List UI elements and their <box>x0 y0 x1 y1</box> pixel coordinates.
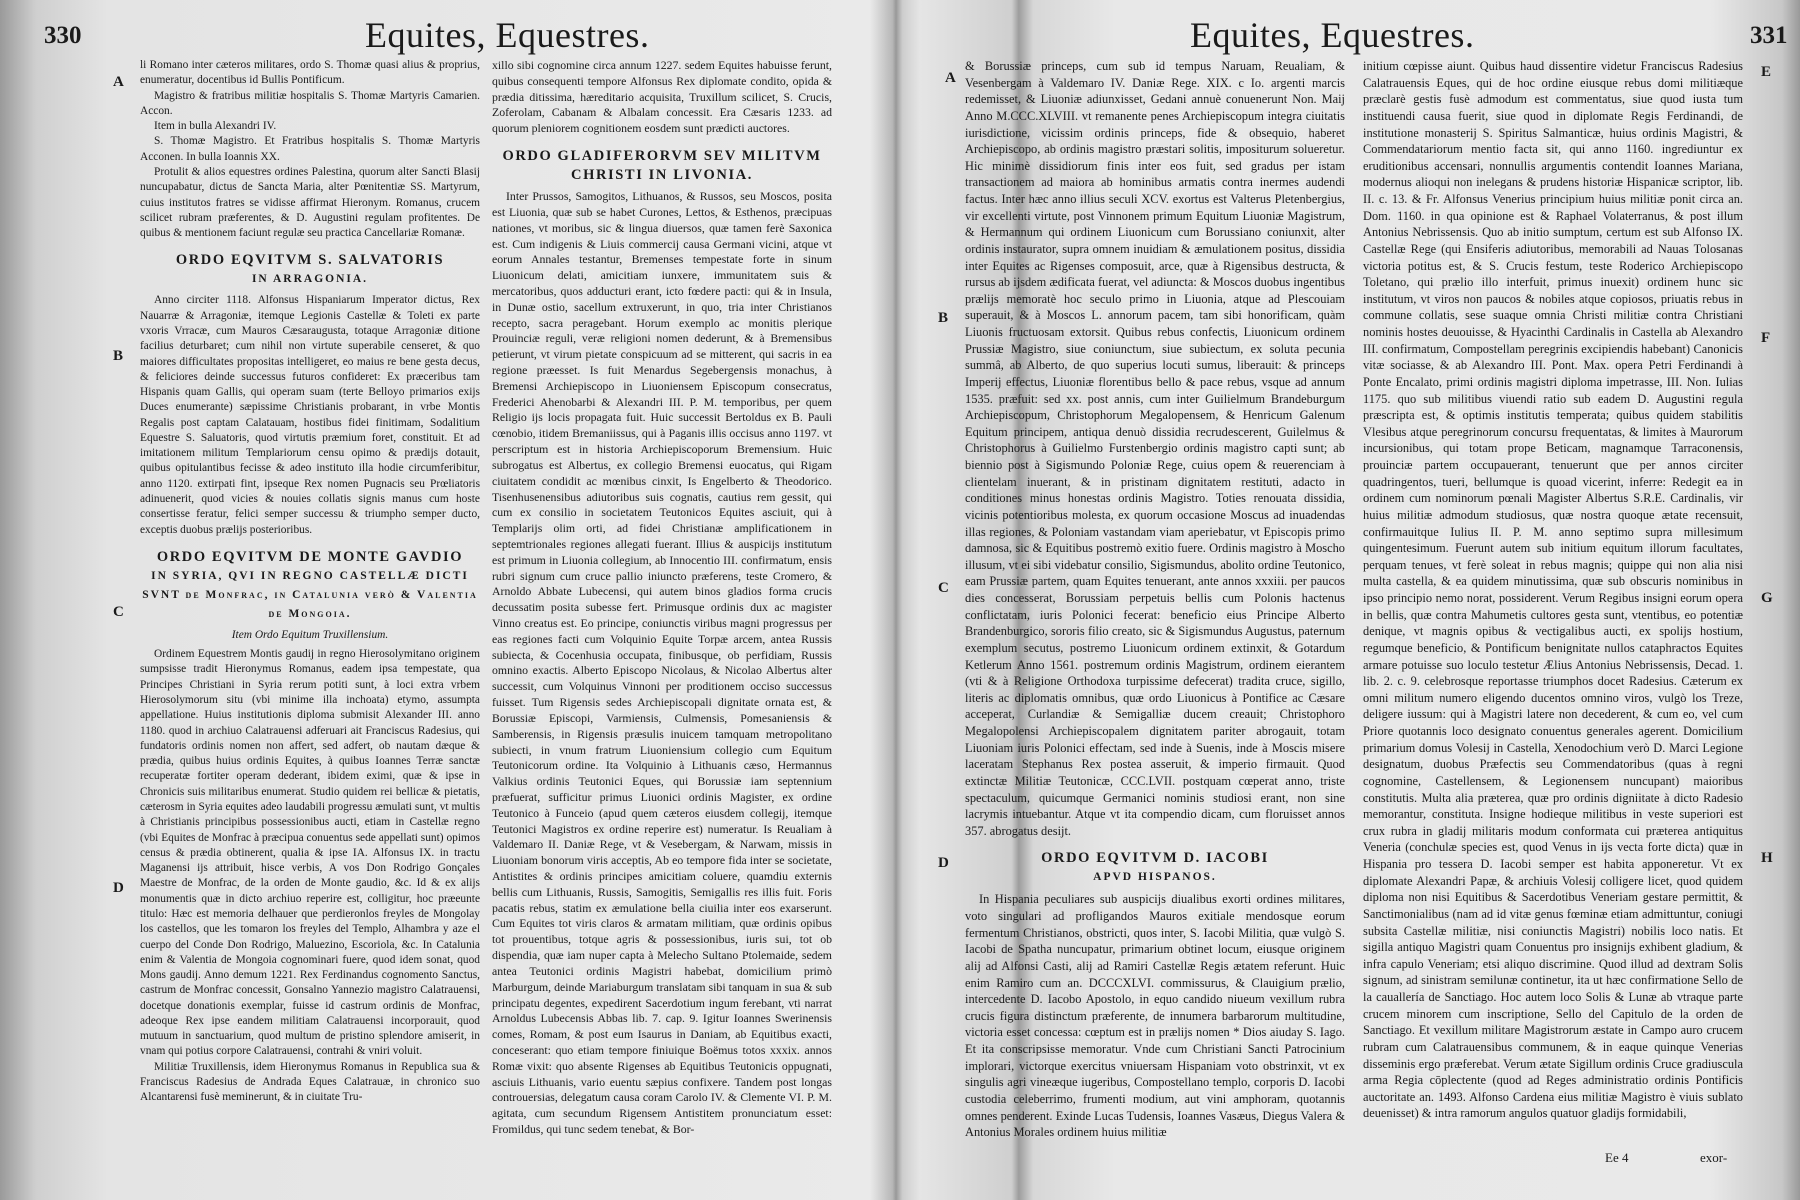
running-head: Equites, Equestres. <box>365 15 650 55</box>
paragraph: S. Thomæ Magistro. Et Fratribus hospitalis S. Thomæ Martyris Acconen. In bulla Ioannis XX. <box>140 135 480 163</box>
margin-letter: B <box>113 348 124 364</box>
catchword: exor- <box>1700 1150 1728 1165</box>
section-heading-title: ORDO EQVITVM DE MONTE GAVDIO <box>156 548 464 565</box>
paragraph: initium cœpisse aiunt. Quibus haud dissentire videtur Franciscus Radesius Calatrauensis Eques, qui de hoc ordine eiusque rebus domi militiæque præclarè gestis fusè admodum est commentatus, siue quod iusta tum instituendi causa fuerit, siue quod in diplomate Regis Ferdinandi, de institutione monasterij S. Spiritus Salmanticæ, huius ordinis Magistri, & Commendatariorum mentio facta sit, qui anno 1160. ingrediuntur ex eruditionibus accensari, nonnullis argumentis contendit Ioannes Mariana, modernus alioqui non inelegans & prudens historiæ Hispanicæ scriptor, lib. II. c. 13. & Fr. Alfonsus Venerius principium huius militiæ ponit circa an. Dom. 1160. in qua opinione est & Raphael Volaterranus, & post illum Antonius Nebrissensis. Quo ab initio sumptum, certum est sub Alfonso IX. Castellæ Rege (qui Ensiferis adiutoribus, memorabili ad Nauas Tolosanas victoria potitus est, & S. Crucis festum, teste Roderico Archiepiscopo Toletano, qui prælio illo interfuit, primus inuexit) ordinem hunc sic institutum, vt viros non paucos & nobiles atque copiosos, priuatis rebus in commune collatis, sese suaque omnia Christi militiæ contra Christiani nominis hostes deuouisse, & Hyacinthi Cardinalis in Castella ab Alexandro III. confirmatum, Compostellam peregrinis excipiendis habebant) Canonicis vitæ sociasse, & ab Alexandro III. Pont. Max. opera Petri Ferdinandi à Ponte Encalato, primi ordinis magistri diploma impetrasse, III. Non. Iulias 1175. quo sub militibus viuendi ratio sub eadem D. Augustini regula præscripta est, & optimis institutis temperata; quibus quidem stabilitis Vlesibus atque peregrinorum concursu frequentatas, & limites à Maurorum incursionibus, qui totam prope Beticam, magnamque Tarraconensis, prouinciæ partem occupauerant, tenuerunt que per annos circiter quadringentos, tueri, bellumque is quoad vicerint, inferre: Redegit ea in ordinem cum nominorum pœnali Magister Albertus S.R.E. Cardinalis, vir huius militiæ admodum studiosus, quæ nostra quoque ætate recensuit, confirmauitque Iulius II. P. M. anno septimo supra millesimum quingentesimum. Fuerunt autem sub initium equitum illorum facultates, perquam tenues, vt ferè soleat in rebus magnis; quippe qui non alia nisi multa castella, & ea quidem minutissima, quæ sub obscuris nominibus in ipso principio nemo norat, possiderent. Verum Regibus insigni eorum opera in bellis, quæ contra Mahumetis cultores gesta sunt, vtentibus, eo potentiæ denique, vt magnis opibus & vectigalibus aucti, ex spolijs hostium, regumque beneficio, & Pontificum benignitate nullos cataphractos Equites armare potuisse suo loculo testetur Ælius Antonius Nebrissensis, Decad. 1. lib. 2. c. 9. celebrosque reportasse triumphos docet Radesius. Cæterum ex omni militum numero eligendo ducentos omnino viros, vulgò los Treze, deligere iussum: qui à Magistri latere non decederent, & cum eo, vel cum Priore quotannis loco designato conuentus generales agerent. Domicilium primarium domus Volesij in Castella, Xenodochium verò D. Marci Legione designatum, duobus Præfectis seu Commendatoribus (quas à regni cognomine, Castellensem, & Legionensem nuncupant) maioribus constitutis. Multa alia præterea, quæ pro ordinis digniitate à dicto Radesio memorantur, constituta. Insigne hodieque militibus in veste superiori est crux rubra in gladij militaris modum conformata cui præterea antiquitus Veneria (conchulæ species est, quod Venus in ijs vecta forte dicta) quæ in Hispania pro tessera D. Iacobi semper est habita apponeretur. Vt ex diplomate Alexandri Papæ, & archiuis Volesij colligere licet, quod quidem diploma non nisi Equitibus & Sacerdotibus Veneriam gestare permittit, & Sanctimonialibus (nam ad id vitæ genus fœminæ etiam admittuntur, coniugi subsita Castellæ militiæ, nisi coniunctis Magistri) nobilis loco natis. Et sigilla antiquo Magistri quam Conuentus pro insignijs exhibent gladium, & infra capulo Veneriam; etsi aliquo discrimine. Quod illud ad dextram Solis signum, ad sinistram semilunæ continetur, ita ut hæc confirmatione Sello de la cauallería de Sanctiago. Hoc autem loco Solis & Lunæ ab vtraque parte crucem minorem cum inscriptione, Sello del Capitulo de la orden de Sanctiago. Et vexillum militare Magistrorum æstate in Campo auro crucem rubram cum Calatrauensibus communem, & in eaque quinque Venerias disseminis ergo præferebat. Verum ætate Sigillum ordinis Cruce gradiuscula arma Regia cōplectente (quod ad Reges administratio ordinis Pontificis auctoritate an. 1493. Alfonso Cardena eius militiæ Magistro è viuis sublato deuenisset) & intra ramorum angulos quatuor gladijs formidabili, <box>1363 59 1743 1121</box>
paragraph: Ordinem Equestrem Montis gaudij in regno Hierosolymitano originem sumpsisse tradit Hieronymus Romanus, eadem ipsa tempestate, qua Principes Christiani in Syria rerum potiti sunt, à loci extra vrbem Hierosolymorum situ (vbi minime illa inchoata) etymo, assumpta appellatione. Huius institutionis diploma submisit Alexander III. anno 1180. quod in archiuo Calatrauensi adferuari ait Franciscus Radesius, qui fundatoris ordinis nomen non affert, sed adfert, ob nautam dæque & prædia, quibus huius ordinis Equites, à quibus Ioannes Terræ sanctæ recuperatæ fortiter operam dederant, ibidem eximi, quæ & ipse in Chronicis suis militaribus enumerat. Studio quidem rei bellicæ & pietatis, cæterosm in Syria equites adeo laudabili progressu æmulati sunt, vt multis à Christianis principibus possessionibus aucti, etiam in Castellæ regno (vbi Equites de Monfrac à præcipua conuentus sede appellati sunt) opimos census & prædia obtinerent, qualia & ipse IA. Alfonsus IX. in tractu Maganensi ijs attribuit, hisce verbis, A vos Don Rodrigo Gonçales Maestre de Monfrac, de la orden de Monte gaudio, &c. Id & ex alijs monumentis quæ in dicto archiuo reperire est, colligitur, hoc præeunte titulo: Hæc est memoria delhauer que perdieronlos freyles de Mongolay los castellos, que les tomaron los freyles del Templo, Alhambra y aze el cuerpo del Conde Don Rodrigo, Maluezino, Escoriola, &c. In Catalunia enim & Valentia de Mongoia cognominari fuere, quod idem sonat, quod Mons gaudij. Anno demum 1221. Rex Ferdinandus cognomento Sanctus, castrum de Monfrac concessit, Gonsalno Yannezio magistro Calatrauensi, docetque donationis exemplar, fuisse id castrum ordinis de Monfrac, adeoque Rex ipse eandem militiam Calatrauensi incorporauit, quod mutuum in sanctuarium, quod multum de pristino splendore amiserit, in vnam qui potius corpore Calatrauensi, contrahi & vniri voluit. <box>140 648 480 1058</box>
paragraph: & Borussiæ princeps, cum sub id tempus Naruam, Reualiam, & Vesenbergam à Valdemaro IV. Daniæ Rege. XIX. c Io. argenti marcis redemisset, & Liuoniæ adiunxisset, Gedani annuè conuenerunt Non. Maij Anno M.CCC.XLVIII. vt remanente penes Archiepiscopum integra ciuitatis iurisdictione, vicissim ordinis princeps, fide & obsequio, haberet Archiepiscopo, ab ordinis magistro præstari solitis, impositurum solueretur. Hic minimè dissidiorum finis inter eos fuit, sed gradus per istam transactionem ad maiora ab hominibus armatis contra inermes audendi factus. Inter hæc anno illius seculi XCV. exortus est Valterus Pletenbergius, vir excellenti virtute, post Vinnonem primum Equitum Liuoniæ Magistrum, & Hermannum qui ordinem Liuonicum cum Borussiano coniunxit, alter ordinis instaurator, supra omnem inuidiam & æmulationem positus, dissidia inter Equites ac Rigenses composuit, arce, quæ à Rigensibus destructa, & rursus ab ijsdem ædificata fuerat, vel adiuncta: & Moscos duobus ingentibus prælijs memoratè hoc seculo primo in Liuonia, atque ad Plescouiam superauit, & à Moscos L. annorum pacem, tam sibi honorificam, quàm Liuonis fructuosam extorsit. Quibus rebus confectis, Liuonicum ordinem Prussiæ Magistro, siue coniunctum, siue subiectum, ex soluta pecunia summâ, ab Alberto, de quo superius locuti sumus, liberauit: & princeps Imperij effectus, Liuoniæ florentibus bello & pace rebus, vsque ad annum 1535. præfuit: sed xx. post annis, cum inter Guilielmum Brandeburgum Archiepiscopum, Christophorum Megalopensem, & Henricum Galenum Equitum principem, antiqua denuò dissidia recrudescerent, Guilelmus & Christophorus à Guilielmo Furstenbergio ordinis magistro capti sunt; ab biennio post à Sigismundo Poloniæ Rege, cuius opem & reuerenciam à clientelam inuerant, & in pristinam dignitatem restituti, adacto in conditiones minus honestas ordinis Magistro. Toties renouata dissidia, vicinis potentioribus molesta, ex quorum occasione Moscus ad inuadendas illas regiones, & Poloniam vastandam viam aperiebatur, vt Episcopis primo damnosa, sic & Equitibus postremò exitio fuere. Ordinis magistro à Moscho illusum, vt ei sibi videbatur consilio, Sigismundus, abolito ordine Teutonico, eam Prussiæ partem, quam Equites tenuerant, ante annos xxxiii. per paucos dies concesserat, Borussiam perpetuis bellis cum Polonis hactenus conflictatam, iuris Polonici fecerat: beneficio eius Principe Alberto Brandenburgico, sororis filio creato, sic & Sigismundus Augustus, paternum exemplum secutus, postremo Liuonicum ordinem extinxit, & Gotardum Ketlerum Anno 1561. postremum ordinis Magistrum, ordinem eierantem (vti & à Religione Orthodoxa turpissime defecerat) tradita cruce, sigillo, literis ac diplomatis omnibus, quæ ordo Liuonicus à Pontifice ac Cæsare acceperat, Curlandiæ & Semigalliæ ducem creauit; Christophoro Megalopolensi Archiepiscopalem dignitatem pariter abrogauit, totam Liuoniam iuris Polonici effectam, sed inde à Suenis, inde à Moscis misere laceratam Stephanus Rex postea asseruit, & imperio firmauit. Quod extinctæ Militiæ Teutonicæ, CCC.LVII. postquam cœperat anno, triste spectaculum, quicumque Germanici nominis studiosi erant, non sine lacrymis intuebantur. Atque vt ita compendio dicam, cum floruisset annos 357. abrogatus desijt. <box>965 59 1345 838</box>
paragraph: Item in bulla Alexandri IV. <box>154 120 277 133</box>
section-heading-title: ORDO EQVITVM S. SALVATORIS <box>175 252 445 269</box>
paragraph: Militiæ Truxillensis, idem Hieronymus Romanus in Republica sua & Franciscus Radesius de Andrada Eques Calatrauæ, in chronico suo Alcantarensi fusè meminerunt, & in ciuitate Tru- <box>140 1060 480 1104</box>
text-column-2 <box>492 58 832 1150</box>
paragraph: li Romano inter cæteros militares, ordo S. Thomæ quasi alius & proprius, enumeratur, docentibus id Bullis Pontificum. <box>140 59 480 87</box>
italic-subheading: Item Ordo Equitum Truxillensium. <box>231 628 389 641</box>
text-column-1 <box>965 58 1345 1140</box>
section-heading <box>140 251 480 289</box>
page-number: 331 <box>1750 22 1788 49</box>
section-heading-title: ORDO EQVITVM D. IACOBI <box>1041 850 1269 867</box>
paragraph: Inter Prussos, Samogitos, Lithuanos, & Russos, seu Moscos, posita est Liuonia, quæ sub se habet Curones, Lettos, & Esthenos, præcipuas nationes, vt moribus, sic & lingua diuersos, quæ tamen ferè Saxonica est. Cum indigenis & Liuis commercij causa Germani vicini, atque vt eorum Annales testantur, Bremenses tempestate forte in sinum Liuonicum delati, amicitiam iunxere, immunitatem suis & mercatoribus, quos adducturi erant, icto fœdere pacti: qui & in Insula, in Dunæ ostio, sacellum extruxerunt, in quo, tria inter Christianos recepto, sacra peragebant. Horum exemplo ac monitis plerique Prouinciæ reguli, veræ religioni nomen dederunt, & à Bremensibus petierunt, vt virum pietate conspicuum ad se mitterent, qui sacris in ea regione præesset. Is fuit Menardus Segebergensis monachus, à Bremensi Archiepiscopo in Liuoniensem Episcopum consecratus, Frederici Ahenobarbi & Alexandri III. P. M. temporibus, per quem Religio ijs locis propagata fuit. Huic successit Bertoldus ex B. Pauli cœnobio, itidem Bremaniissus, qui à Paganis illis occisus anno 1197. vt perscriptum est in historia Archiepiscoporum Bremensium. Huic subrogatus est Albertus, ex collegio Bremensi euocatus, qui Rigam ciuitatem condidit ac mœnibus cinxit, Is Engelberto & Theodorico. Tisenhusenensibus adiutoribus suis cognatis, cautius rem gessit, qui cum ex consilio in societatem Teutonicos Equites asciuit, qui à Templarijs olim orti, ad fidei Christianæ amplificationem in septemtrionales regiones allegati fuerant. Illius & auspicijs institutum est primum in Liuonia collegium, ab Innocentio III. confirmatum, ensis rubri signum cum cruce pallio iniuncto præferens, teste Cromero, & Arnoldo Abbate Lubecensi, qui autem binos gladios forma crucis decussatim posita subesse fert. Primusque ordinis dux ac magister Vinno creatus est. Eo principe, coniunctis viribus magni progressus per eas regiones facti cum Volquinio Equite Torpæ arcem, antea Russis subiecta, & Cocenhusia occupata, finibusque, ob perfidiam, Russis omnino exactis. Alberto Episcopo Nicolaus, & Nicolao Albertus alter successit, cum Volquinus Vinnoni per proditionem occiso successus fuisset. Tum Rigensis sedes Archiepiscopali dignitate ornata est, & Borussiæ Episcopi, Varmiensis, Culmensis, Pomesaniensis & Samberensis, in Rigensis præsulis inuicem tamquam metropolitano subiecti, in vnum fratrum Liuoniensium collegio cum Equitum Teutonicorum ordine. Ita Volquinio à Lithuanis cæso, Hermannus Valkius ordinis Teutonici Eques, qui Borussiæ iam septennium præfuerat, sufficitur primus Liuonici ordinis Magister, ex ordine Teutonico à Funceio (apud quem cæteros eiusdem collegij, itemque Teutonici Magistros ex ordine reperire est) numeratur. Is Reualiam à Valdemaro II. Daniæ Rege, vt & Vesebergam, & Narwam, missis in Liuoniam bonorum viris acceptis, Ab eo tempore fida inter se societate, Antistites & ordinis principes amicitiam coluere, quamdiu externis bellis cum Lithuanis, Russis, Samogitis, Semigallis res illis fuit. Foris pacatis rebus, statim ex æmulatione bella ciuilia inter eos exarserunt. Cum Equites tot viris claros & armatam militiam, quæ ordinis opibus tot prouentibus, totque agris & possessionibus, iuris sui, tot ob dispendia, quæ iam nuper capta à Melecho Sultano Ptolemaide, sedem antea Teutonici ordinis Magistri habebat, domicilium primò Marburgum, deinde Mariaburgum translatam sibi tanquam in sua & sub principatu degentes, expedirent Sacerdotium ingum ferebant, vti narrat Arnoldus Lubecensis Abbas lib. 7. cap. 9. Igitur Ioannes Swerinensis comes, Romam, & post eum Isaurus in Daniam, ab Equitibus exacti, conceserant: quo etiam tempore finiuique Boëmus totos xxxix. annos Romæ vixit: quo absente Rigenses ab Equitibus Teutonicis oppugnati, asciuis Lithuanis, vario euentu sæpius confixere. Tandem post longas controuersias, delegatum causa coram Carolo IV. & Clemente VI. P. M. agitata, cum secundum Rigensem Antistitem pronunciatum esset: Fromildus, qui tunc sedem tenebat, & Bor- <box>492 189 832 1136</box>
section-heading-subtitle: APVD HISPANOS. <box>1093 871 1217 884</box>
section-heading-subtitle: IN ARRAGONIA. <box>251 273 369 286</box>
paragraph: Protulit & alios equestres ordines Palestina, quorum alter Sancti Blasij nuncupabatur, dictus de Sancta Maria, alter Pœnitentiæ SS. Martyrum, cuius institutos fratres se vidisse affirmat Hieronym. Romanus, crucem scilicet rubram præferentes, & D. Augustini regulam profitentes. De quibus & mentionem faciunt regulæ seu practica Cancellariæ Romanæ. <box>140 165 480 240</box>
signature-mark: Ee 4 <box>1605 1150 1629 1165</box>
margin-letter: E <box>1761 64 1772 80</box>
margin-letter: A <box>945 70 956 86</box>
paragraph: Magistro & fratribus militiæ hospitalis S. Thomæ Martyris Camarien. Accon. <box>140 89 480 117</box>
margin-letter: H <box>1761 850 1773 866</box>
section-heading <box>965 849 1345 887</box>
text-column-2 <box>1363 58 1743 1140</box>
text-column-1 <box>140 58 480 1150</box>
running-head: Equites, Equestres. <box>1190 15 1475 55</box>
right-page <box>905 0 1800 1200</box>
section-heading <box>140 548 480 624</box>
paragraph: xillo sibi cognomine circa annum 1227. sedem Equites habuisse ferunt, quibus consequenti tempore Alfonsus Rex diplomate condito, opida & prædia ditissima, hæreditario acquisita, Truxillum scilicet, S. Crucis, Zoferolam, Cabanam & Albalam concessit. Era Cæsaris 1233. ad quorum pleniorem cognitionem eosdem sunt prædicti auctores. <box>492 58 832 136</box>
margin-letter: G <box>1761 590 1773 606</box>
margin-letter: D <box>938 855 949 871</box>
margin-letter: D <box>113 880 124 896</box>
paragraph: In Hispania peculiares sub auspicijs diualibus exorti ordines militares, voto singulari ad profligandos Mauros exitiale mendosque eorum fermentum Christianos, obstricti, quos inter, S. Iacobi Militia, quæ vulgò S. Iacobi de Spatha nuncupatur, primarium obtinet locum, eiusque originem alij ad Alfonsi Casti, alij ad Ramiri Castellæ Regis ætatem referunt. Huic enim Ramiro cum an. DCCCXLVI. commissurus, & Clauigium prælio, intercedente D. Iacobo Apostolo, in equo candido niueum vexillum rubra crucis figura distinctum præferente, de innumera barbarorum multitudine, victoria esset concessa: cœptum est in prælijs nomen * Dios aiuday S. Iago. Et ita conscripsisse memoratur. Vnde cum Christiani Sancti Patrocinium implorari, victorque exercitus vniuersam Hispaniam voto obstrinxit, vt ex singulis agri vineæque iugeribus, Compostellano templo, corporis D. Iacobi custodia celeberrimo, frumenti modium, aut vini amphoram, quotannis omnes penderent. Exinde Lucas Tudensis, Ioannes Vasæus, Diegus Valera & Antonius Morales ordinem huius militiæ <box>965 892 1345 1140</box>
paragraph: Anno circiter 1118. Alfonsus Hispaniarum Imperator dictus, Rex Nauarræ & Arragoniæ, itemque Legionis Castellæ & Toleti ex parte vxoris Vrracæ, cum Mauros Cæsaraugusta, totaque Arragoniæ ditione facilius deturbaret; cum nihil non virtute superabile censeret, & quo maiores difficultates propositas intelligeret, eo maius re bene gesta decus, & feliciores deinde successus futuros confideret: Ex præceribus tam Hispanis quam Gallis, qui operam suam (terte Belloyo primarios exijs Duces enumerante) sæpissime Christianis probarant, in vrbe Montis Regalis post captam Calatauam, hostibus fidei finitimam, Sodalitium Equestre S. Saluatoris, quod virtutis præmium foret, constituit. Et ad imitationem militum Templariorum censu opimo & prædijs dotauit, quibus opitulantibus fecisse & adeo instituto illa hodie circumferibitur, anno 1120. extirpati fint, ipseque Rex nomen Pugnacis seu Prœliatoris adinuenerit, quod vicies & nouies collatis signis manus cum hoste consertisse feratur, felici semper successu & triumpho semper ducto, exceptis duobus prælijs posterioribus. <box>140 294 480 536</box>
section-heading-title: ORDO GLADIFERORVM SEV MILITVM CHRISTI IN LIVONIA. <box>502 148 822 184</box>
margin-letter: C <box>113 604 124 620</box>
section-heading-subtitle: IN SYRIA, QVI IN REGNO CASTELLÆ DICTI SVNT de Monfrac, in Catalunia verò & Valentia de Mongoia. <box>142 569 478 620</box>
margin-letter: F <box>1761 330 1771 346</box>
page-number: 330 <box>44 22 82 49</box>
margin-letter: B <box>938 310 949 326</box>
left-page <box>0 0 885 1200</box>
margin-letter: C <box>938 580 949 596</box>
section-heading <box>492 147 832 185</box>
margin-letter: A <box>113 74 124 90</box>
